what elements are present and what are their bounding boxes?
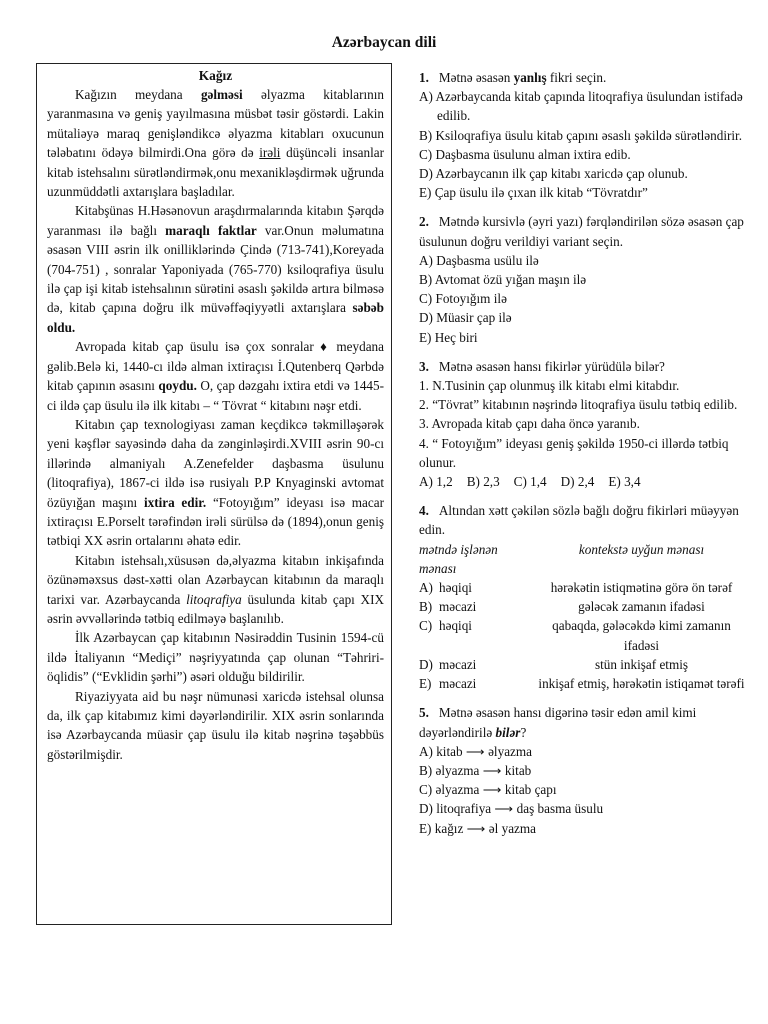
answer-option[interactable]: C) 1,4 <box>513 474 547 490</box>
table-header-row <box>419 540 749 578</box>
answer-option[interactable]: E) Çap üsulu ilə çıxan ilk kitab “Tövratdır” <box>419 185 648 201</box>
column-header: mətndə işlənən mənası <box>419 541 498 576</box>
questions-column <box>419 68 749 848</box>
text: “Fotoyığım” ideyası isə macar ixtiraçısı E.Porselt tərəfindən irəli sürülsə də (1894),onun geniş tətbiqi XX əsrin ortalarını əhatə edir. <box>47 494 384 549</box>
question-number: 4. <box>419 503 429 519</box>
statement: 1. N.Tusinin çap olunmuş ilk kitabı elmi kitabdır. <box>419 378 680 394</box>
answer-option[interactable]: A) kitab ⟶ əlyazma <box>419 743 533 759</box>
context-cell: qabaqda, gələcəkdə kimi zamanın ifadəsi <box>552 618 731 653</box>
statement: 2. “Tövrat” kitabının nəşrində litoqrafiya üsulu tətbiq edilib. <box>419 397 738 413</box>
statement: 4. “ Fotoyığım” ideyası geniş şəkildə 1950-ci illərdə tətbiq olunur. <box>419 435 729 470</box>
statement: 3. Avropada kitab çapı daha öncə yaranıb. <box>419 416 640 432</box>
meaning-table <box>419 540 749 694</box>
text: üsulunda kitab çapı XIX əsrin əvvəllərində tətbiq edilməyə başlanılıb. <box>47 591 384 626</box>
answer-option[interactable]: E) Heç biri <box>419 329 478 345</box>
column-header: kontekstə uyğun mənası <box>578 541 705 557</box>
underlined-word: irəli <box>259 145 281 161</box>
context-cell: hərəkətin istiqmətinə görə ön tərəf <box>550 580 733 596</box>
bold-text: maraqlı faktlar <box>165 222 257 238</box>
answer-option[interactable]: B) Ksiloqrafiya üsulu kitab çapını əsaslı şəkildə sürətləndirir. <box>419 127 743 143</box>
answer-option[interactable]: B) əlyazma ⟶ kitab <box>419 762 532 778</box>
answer-option[interactable]: D) Müasir çap ilə <box>419 310 512 326</box>
answer-option[interactable]: A) 1,2 <box>419 474 453 490</box>
question-number: 3. <box>419 358 429 374</box>
question-4 <box>419 501 749 693</box>
question-stem <box>419 501 749 539</box>
option-letter: C) <box>419 618 433 634</box>
bold-italic-text: bilər <box>495 724 521 740</box>
table-row[interactable] <box>419 674 749 693</box>
meaning-cell: məcazi <box>439 599 477 615</box>
answer-option[interactable]: E) kağız ⟶ əl yazma <box>419 820 537 836</box>
context-cell: gələcək zamanın ifadəsi <box>578 599 705 615</box>
text: Kitabın istehsalı,xüsusən də,əlyazma kitabın inkişafında özünəməxsus dəst-xətti olan Azərbaycan kitabının da maraqlı tarixi var. Azərbaycanda <box>47 552 384 607</box>
text: əlyazma kitablarının yaranmasına və geniş yayılmasına müsbət təsir göstərdi. Lakin mütaliəyə maraq genişləndikcə əlyazma kitabları oxucunun tələbatını ödəyə bilmirdi.Ona görə də <box>47 87 384 161</box>
question-stem <box>419 212 749 250</box>
question-number: 1. <box>419 70 429 85</box>
passage-paragraph: İlk Azərbaycan çap kitabının Nəsirəddin Tusinin 1594-cü ildə İtaliyanın “Mediçi” nəşriyyatında çap olunan “Təhriri-öqlidis” (“Evklidin şərhi”) əsəri olduğu bildirilir. <box>47 630 384 685</box>
answer-option[interactable]: E) 3,4 <box>608 474 641 490</box>
reading-passage <box>36 63 392 925</box>
italic-word: litoqrafiya <box>186 591 242 607</box>
text: var.Onun məlumatına əsasən VIII əsrin ilk onilliklərində Çində (713-741),Koreyada (704-751) , sonralar Yaponiyada (765-770) ksiloqrafiya üsulu ilə çap işi kitab istehsalının sürətini əsaslı şəkildə artıra bilməsə də, kitab çapına doğru ilk müvəffəqiyyətli axtarışlara <box>47 222 384 316</box>
answer-option[interactable]: D) 2,4 <box>560 474 595 490</box>
context-cell: stün inkişaf etmiş <box>594 656 689 672</box>
text: Kitabın çap texnologiyası zaman keçdikcə təkmilləşərək yeni kəşflər sayəsində daha da zənginləşirdi.XVIII əsrin 90-cı illərində almaniyalı A.Zenefelder daşbasma üsulunu (litoqrafiya), 1867-ci ildə isə rusiyalı P.P Knyaginski avtomat özüyığan maşını <box>47 416 384 510</box>
text: O, çap dəzgahı ixtira etdi və 1445-ci ildə çap üsulu ilə ilk kitabı – “ Tövrat “ kitabını nəşr etdi. <box>47 378 384 413</box>
text: Kitabşünas H.Həsənovun araşdırmalarında kitabın Şərqdə yaranması ilə bağlı <box>47 203 384 238</box>
option-letter: D) <box>419 656 433 672</box>
passage-heading: Kağız <box>198 68 233 83</box>
table-row[interactable] <box>419 616 749 654</box>
option-letter: A) <box>419 580 433 596</box>
text: fikri seçin. <box>546 70 607 85</box>
answer-option[interactable]: B) 2,3 <box>466 474 500 490</box>
meaning-cell: məcazi <box>439 676 477 692</box>
bold-text: qoydu. <box>158 378 197 394</box>
passage-paragraph <box>47 551 384 629</box>
bold-text: ixtira edir. <box>143 494 207 510</box>
passage-paragraph <box>47 337 384 415</box>
bold-text: gəlməsi <box>200 87 243 102</box>
text: Mətnə əsasən hansı digərinə təsir edən amil kimi dəyərləndirilə <box>419 705 697 740</box>
text: Kağızın meydana <box>75 87 201 102</box>
meaning-cell: həqiqi <box>439 618 472 634</box>
question-stem <box>419 357 749 376</box>
text: düşüncəli insanlar kitab istehsalını sürətləndirmək,onu mexanikləşdirmək uğrunda uzunmüddətli axtarışlara başladılar. <box>47 145 384 200</box>
question-number: 2. <box>419 214 429 230</box>
table-row[interactable] <box>419 578 749 597</box>
context-cell: inkişaf etmiş, hərəkətin istiqamət tərəfi <box>538 676 745 692</box>
question-3 <box>419 357 749 491</box>
bold-text: səbəb oldu. <box>47 300 384 335</box>
passage-paragraph <box>47 85 384 201</box>
question-1 <box>419 68 749 202</box>
answer-option[interactable]: B) Avtomat özü yığan maşın ilə <box>419 272 587 288</box>
option-letter: B) <box>419 599 433 615</box>
answer-option[interactable]: D) litoqrafiya ⟶ daş basma üsulu <box>419 801 604 817</box>
text: ? <box>520 724 527 740</box>
question-5 <box>419 703 749 837</box>
table-row[interactable] <box>419 655 749 674</box>
text: Altından xətt çəkilən sözlə bağlı doğru fikirləri müəyyən edin. <box>419 503 739 538</box>
table-row[interactable] <box>419 597 749 616</box>
meaning-cell: həqiqi <box>439 580 472 596</box>
answer-option[interactable]: A) Daşbasma usülu ilə <box>419 252 539 268</box>
text: Mətndə kursivlə (əyri yazı) fərqləndirilən sözə əsasən çap üsulunun doğru verildiyi variant seçin. <box>419 214 744 249</box>
text: Avropada kitab çap üsulu isə çox sonralar ♦ meydana gəlib.Belə ki, 1440-cı ildə alman ixtiraçısı İ.Qutenberq Qərbdə kitab çapının əsasını <box>47 339 384 394</box>
bold-text: yanlış <box>513 70 547 85</box>
answer-options-row <box>419 472 749 491</box>
question-stem <box>419 703 749 741</box>
answer-option[interactable]: C) əlyazma ⟶ kitab çapı <box>419 782 557 798</box>
answer-option[interactable]: C) Fotoyığım ilə <box>419 291 507 307</box>
passage-paragraph <box>47 415 384 551</box>
option-letter: E) <box>419 676 432 692</box>
question-2 <box>419 212 749 346</box>
answer-option[interactable]: A) Azərbaycanda kitab çapında litoqrafiya üsulundan istifadə edilib. <box>419 89 743 124</box>
text: Mətnə əsasən <box>438 70 514 85</box>
question-stem <box>419 68 749 87</box>
question-number: 5. <box>419 705 429 721</box>
answer-option[interactable]: D) Azərbaycanın ilk çap kitabı xaricdə çap olunub. <box>419 166 688 182</box>
answer-option[interactable]: C) Daşbasma üsulunu alman ixtira edib. <box>419 146 631 162</box>
passage-paragraph: Riyaziyyata aid bu nəşr nümunəsi xaricdə istehsal olunsa da, ilk çap kitabımız kimi dəyərləndirilir. XIX əsrin sonlarında isə Azərbaycanda müasir çap üsulu ilə kitab nəşrinə təşəbbüs göstərilmişdir. <box>47 688 384 762</box>
text: Mətnə əsasən hansı fikirlər yürüdülə bilər? <box>438 358 665 374</box>
passage-paragraph <box>47 201 384 337</box>
meaning-cell: məcazi <box>439 656 477 672</box>
page-title: Azərbaycan dili <box>331 34 437 51</box>
